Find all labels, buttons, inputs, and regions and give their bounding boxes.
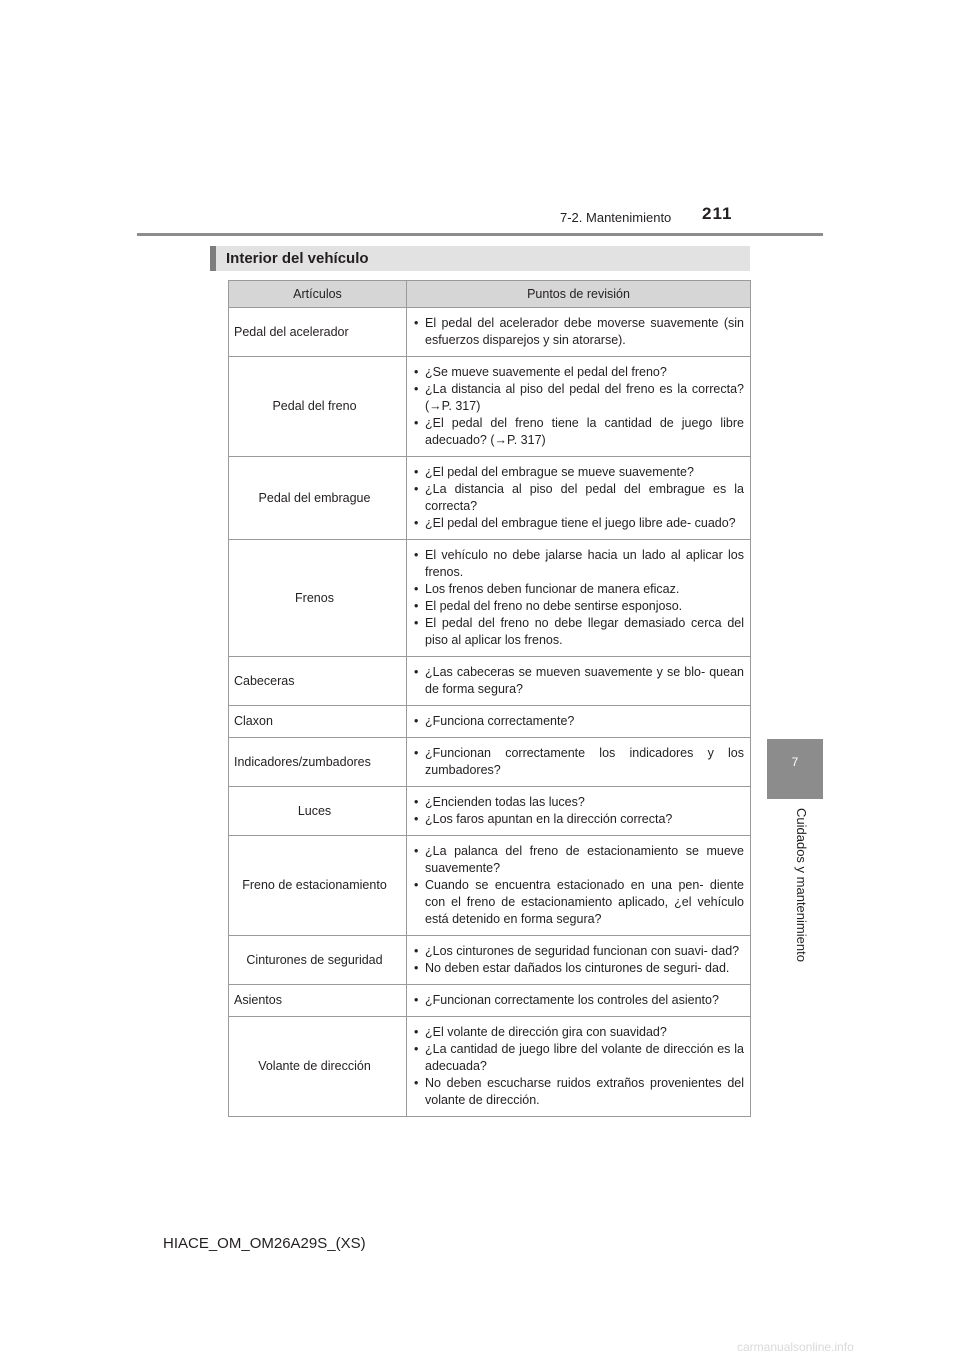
table-row bbox=[229, 738, 751, 787]
table-row bbox=[229, 787, 751, 836]
check-point-list bbox=[413, 664, 744, 698]
row-check-points bbox=[407, 457, 751, 540]
table-row bbox=[229, 657, 751, 706]
row-item-label: Frenos bbox=[229, 540, 407, 657]
check-point-item: • ¿Los cinturones de seguridad funcionan con suavi- dad? bbox=[413, 943, 744, 960]
table-row bbox=[229, 836, 751, 936]
row-check-points bbox=[407, 706, 751, 738]
row-item-label: Pedal del freno bbox=[229, 357, 407, 457]
check-point-item: • ¿La cantidad de juego libre del volante de dirección es la adecuada? bbox=[413, 1041, 744, 1075]
row-check-points bbox=[407, 985, 751, 1017]
section-title: Interior del vehículo bbox=[226, 250, 369, 267]
table-header-row bbox=[229, 281, 751, 308]
check-point-list bbox=[413, 843, 744, 928]
table-row bbox=[229, 457, 751, 540]
table-body bbox=[229, 308, 751, 1117]
check-point-item: • No deben escucharse ruidos extraños provenientes del volante de dirección. bbox=[413, 1075, 744, 1109]
chapter-number: 7 bbox=[791, 755, 799, 769]
row-check-points bbox=[407, 738, 751, 787]
check-point-item: • ¿La distancia al piso del pedal del freno es la correcta? (→P. 317) bbox=[413, 381, 744, 415]
column-header-items: Artículos bbox=[229, 281, 407, 308]
check-point-item: • ¿Se mueve suavemente el pedal del freno? bbox=[413, 364, 744, 381]
row-item-label: Pedal del embrague bbox=[229, 457, 407, 540]
row-item-label: Cabeceras bbox=[229, 657, 407, 706]
table-row bbox=[229, 540, 751, 657]
check-point-item: • ¿Las cabeceras se mueven suavemente y se blo- quean de forma segura? bbox=[413, 664, 744, 698]
table-row bbox=[229, 308, 751, 357]
check-point-item: • El pedal del freno no debe sentirse esponjoso. bbox=[413, 598, 744, 615]
row-check-points bbox=[407, 308, 751, 357]
check-point-list bbox=[413, 315, 744, 349]
row-item-label: Indicadores/zumbadores bbox=[229, 738, 407, 787]
check-point-item: • ¿El pedal del freno tiene la cantidad de juego libre adecuado? (→P. 317) bbox=[413, 415, 744, 449]
check-point-item: • ¿Encienden todas las luces? bbox=[413, 794, 744, 811]
table-row bbox=[229, 706, 751, 738]
row-item-label: Claxon bbox=[229, 706, 407, 738]
check-point-list bbox=[413, 464, 744, 532]
check-point-item: • ¿Funciona correctamente? bbox=[413, 713, 744, 730]
check-point-list bbox=[413, 713, 744, 730]
check-point-item: • ¿La distancia al piso del pedal del embrague es la correcta? bbox=[413, 481, 744, 515]
check-point-item: • ¿Funcionan correctamente los indicadores y los zumbadores? bbox=[413, 745, 744, 779]
page-number: 211 bbox=[702, 204, 733, 223]
watermark: carmanualsonline.info bbox=[737, 1340, 854, 1354]
column-header-points: Puntos de revisión bbox=[407, 281, 751, 308]
chapter-tab bbox=[767, 739, 823, 799]
check-point-item: • Los frenos deben funcionar de manera eficaz. bbox=[413, 581, 744, 598]
row-item-label: Volante de dirección bbox=[229, 1017, 407, 1117]
header-rule bbox=[137, 233, 823, 236]
check-point-item: • Cuando se encuentra estacionado en una pen- diente con el freno de estacionamiento aplicado, ¿el vehículo está detenido en forma segura? bbox=[413, 877, 744, 928]
row-check-points bbox=[407, 787, 751, 836]
check-point-item: • ¿El volante de dirección gira con suavidad? bbox=[413, 1024, 744, 1041]
row-check-points bbox=[407, 540, 751, 657]
check-point-item: • ¿Los faros apuntan en la dirección correcta? bbox=[413, 811, 744, 828]
check-point-item: • El vehículo no debe jalarse hacia un lado al aplicar los frenos. bbox=[413, 547, 744, 581]
row-item-label: Pedal del acelerador bbox=[229, 308, 407, 357]
row-check-points bbox=[407, 1017, 751, 1117]
check-point-list bbox=[413, 364, 744, 449]
row-item-label: Asientos bbox=[229, 985, 407, 1017]
table-row bbox=[229, 357, 751, 457]
row-check-points bbox=[407, 357, 751, 457]
row-check-points bbox=[407, 657, 751, 706]
check-point-item: • El pedal del freno no debe llegar demasiado cerca del piso al aplicar los frenos. bbox=[413, 615, 744, 649]
check-point-item: • ¿Funcionan correctamente los controles del asiento? bbox=[413, 992, 744, 1009]
section-heading-bar bbox=[210, 246, 750, 271]
inspection-table bbox=[228, 280, 751, 1117]
table-row bbox=[229, 936, 751, 985]
check-point-list bbox=[413, 794, 744, 828]
check-point-item: • No deben estar dañados los cinturones de seguri- dad. bbox=[413, 960, 744, 977]
row-check-points bbox=[407, 836, 751, 936]
row-item-label: Luces bbox=[229, 787, 407, 836]
check-point-list bbox=[413, 745, 744, 779]
check-point-item: • ¿El pedal del embrague se mueve suavemente? bbox=[413, 464, 744, 481]
check-point-list bbox=[413, 943, 744, 977]
check-point-item: • ¿La palanca del freno de estacionamiento se mueve suavemente? bbox=[413, 843, 744, 877]
check-point-list bbox=[413, 992, 744, 1009]
row-check-points bbox=[407, 936, 751, 985]
row-item-label: Cinturones de seguridad bbox=[229, 936, 407, 985]
check-point-item: • ¿El pedal del embrague tiene el juego libre ade- cuado? bbox=[413, 515, 744, 532]
check-point-list bbox=[413, 1024, 744, 1109]
footer-code: HIACE_OM_OM26A29S_(XS) bbox=[163, 1235, 366, 1252]
check-point-item: • El pedal del acelerador debe moverse suavemente (sin esfuerzos disparejos y sin atorarse). bbox=[413, 315, 744, 349]
table-row bbox=[229, 985, 751, 1017]
table-row bbox=[229, 1017, 751, 1117]
header-section: 7-2. Mantenimiento bbox=[560, 210, 672, 225]
check-point-list bbox=[413, 547, 744, 649]
chapter-label: Cuidados y mantenimiento bbox=[794, 808, 809, 962]
row-item-label: Freno de estacionamiento bbox=[229, 836, 407, 936]
